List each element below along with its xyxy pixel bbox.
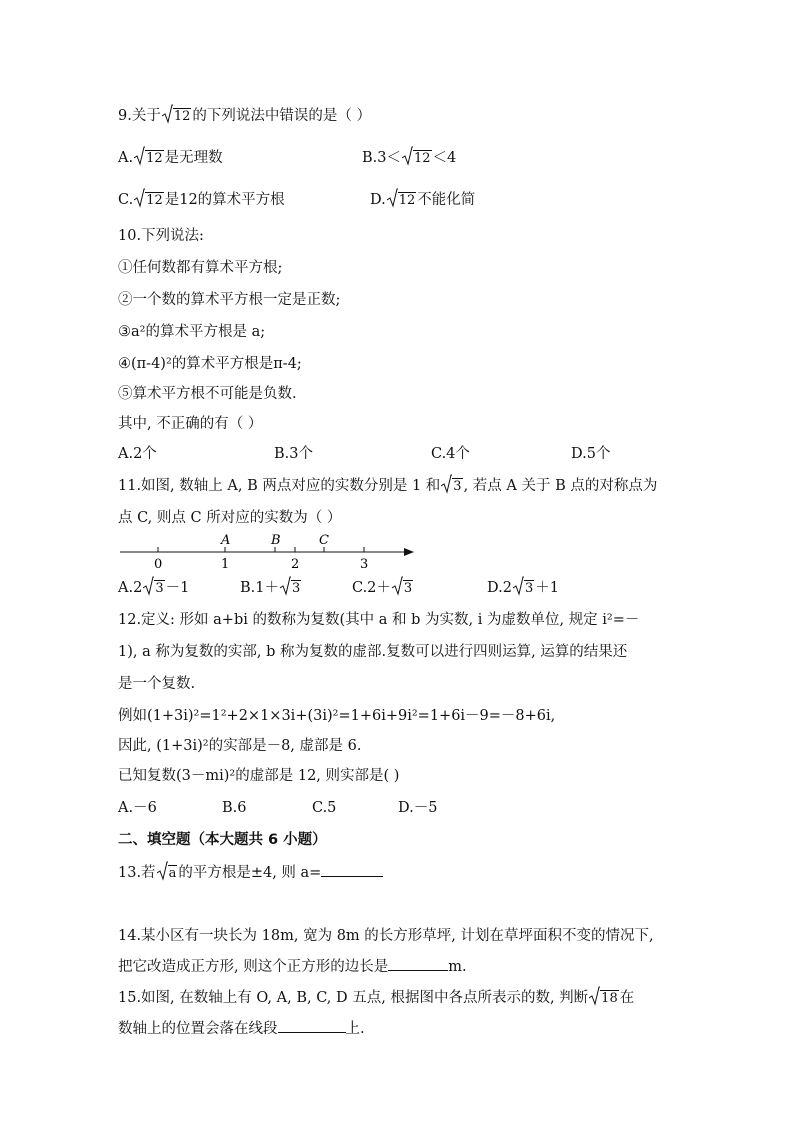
sqrt-symbol: 12 <box>134 190 164 211</box>
answer-blank[interactable] <box>278 1018 346 1033</box>
sqrt-symbol: 3 <box>143 578 164 599</box>
q12-option-d: D.－5 <box>398 800 438 816</box>
sqrt-symbol: 12 <box>134 148 164 169</box>
q11-option-d: D.2 3 ＋1 <box>487 578 559 599</box>
q9-option-b: B.3＜ 12 ＜4 <box>362 148 456 169</box>
q9-option-c: C. 12 是12的算术平方根 <box>118 190 285 211</box>
sqrt-symbol: 3 <box>392 578 413 599</box>
point-label-c: C <box>319 533 329 548</box>
q10-question: 其中, 不正确的有（ ） <box>118 416 263 432</box>
q12-line: 12.定义: 形如 a+bi 的数称为复数(其中 a 和 b 为实数, i 为虚数单位, 规定 i²=－ <box>118 612 640 628</box>
sqrt-symbol: 3 <box>513 578 534 599</box>
q12-line: 例如(1+3i)²=1²+2×1×3i+(3i)²=1+6i+9i²=1+6i－9=－8+6i, <box>118 708 556 724</box>
number-line-arrow <box>404 548 414 556</box>
q10-item: ⑤算术平方根不可能是负数. <box>118 386 297 402</box>
q10-item: ②一个数的算术平方根一定是正数; <box>118 292 341 308</box>
q9-option-d: D. 12 不能化简 <box>370 190 475 211</box>
answer-blank[interactable] <box>321 862 383 877</box>
sqrt-symbol: a <box>157 863 178 884</box>
q12-option-c: C.5 <box>312 800 337 816</box>
q12-line: 已知复数(3－mi)²的虚部是 12, 则实部是( ) <box>118 768 400 784</box>
q10-option-c: C.4个 <box>431 446 470 462</box>
q11-stem-line1: 11.如图, 数轴上 A, B 两点对应的实数分别是 1 和 3 , 若点 A 关于 B 点的对称点为 <box>118 476 657 497</box>
answer-blank[interactable] <box>388 956 448 971</box>
q10-option-d: D.5个 <box>571 446 611 462</box>
q10-stem: 10.下列说法: <box>118 228 204 244</box>
q15-line2: 数轴上的位置会落在线段 上. <box>118 1018 365 1039</box>
q12-line: 因此, (1+3i)²的实部是－8, 虚部是 6. <box>118 738 362 754</box>
q11-option-b: B.1＋ 3 <box>240 578 302 599</box>
tick-label-2: 2 <box>291 557 300 572</box>
q9-option-a: A. 12 是无理数 <box>118 148 223 169</box>
q12-option-b: B.6 <box>222 800 247 816</box>
q11-option-c: C.2＋ 3 <box>352 578 414 599</box>
q15-line1: 15.如图, 在数轴上有 O, A, B, C, D 五点, 根据图中各点所表示的数, 判断 18 在 <box>118 988 634 1009</box>
q14-line1: 14.某小区有一块长为 18m, 宽为 8m 的长方形草坪, 计划在草坪面积不变的情况下, <box>118 928 654 944</box>
q10-item: ③a²的算术平方根是 a; <box>118 324 266 340</box>
tick-label-0: 0 <box>154 557 163 572</box>
sqrt-symbol: 3 <box>441 476 462 497</box>
q9-stem: 9.关于 12 的下列说法中错误的是（ ） <box>118 106 371 127</box>
number-line-figure <box>118 532 418 574</box>
q11-stem-line2: 点 C, 则点 C 所对应的实数为（ ） <box>118 510 342 526</box>
q12-line: 1), a 称为复数的实部, b 称为复数的虚部.复数可以进行四则运算, 运算的结果还 <box>118 644 628 660</box>
q12-line: 是一个复数. <box>118 676 196 692</box>
sqrt-symbol: 12 <box>162 106 192 127</box>
sqrt-symbol: 18 <box>589 988 619 1009</box>
q10-item: ①任何数都有算术平方根; <box>118 260 283 276</box>
section-title: 二、填空题（本大题共 6 小题） <box>118 832 327 848</box>
point-label-b: B <box>271 533 281 548</box>
q11-option-a: A.2 3 －1 <box>118 578 189 599</box>
q10-item: ④(π-4)²的算术平方根是π-4; <box>118 356 302 372</box>
sqrt-symbol: 12 <box>387 190 417 211</box>
q14-line2: 把它改造成正方形, 则这个正方形的边长是 m. <box>118 956 467 977</box>
tick-label-1: 1 <box>221 557 230 572</box>
q10-option-b: B.3个 <box>274 446 313 462</box>
q13-stem: 13.若 a 的平方根是±4, 则 a= <box>118 862 383 884</box>
tick-label-3: 3 <box>360 557 369 572</box>
point-label-a: A <box>221 533 231 548</box>
q12-option-a: A.－6 <box>118 800 157 816</box>
q10-option-a: A.2个 <box>118 446 157 462</box>
sqrt-symbol: 12 <box>402 148 432 169</box>
sqrt-symbol: 3 <box>280 578 301 599</box>
